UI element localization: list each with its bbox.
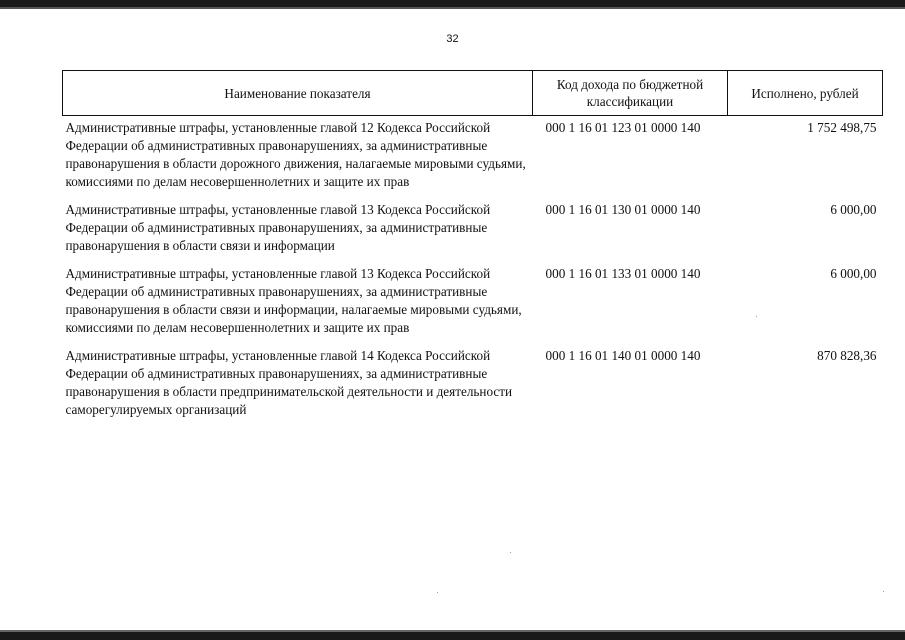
table-header-row: [63, 71, 883, 116]
scan-speck: [437, 592, 438, 593]
page-number: 32: [446, 33, 459, 45]
header-name: Наименование показателя: [63, 71, 533, 116]
row-amount: 6 000,00: [830, 202, 877, 217]
row-code: 000 1 16 01 133 01 0000 140: [545, 266, 701, 281]
header-code: Код дохода по бюджетной классификации: [533, 71, 728, 116]
scan-bottom-edge: [0, 632, 905, 640]
table-row: [63, 116, 883, 202]
table-row: [63, 265, 883, 347]
row-name: Административные штрафы, установленные главой 12 Кодекса Российской Федерации об административных правонарушениях, за административные правонарушения в области дорожного движения, налагаемые мировыми судьями, комиссиями по делам несовершеннолетних и защите их прав: [65, 120, 526, 189]
table-row: [63, 347, 883, 429]
row-name: Административные штрафы, установленные главой 13 Кодекса Российской Федерации об административных правонарушениях, за административные правонарушения в области связи и информации, налагаемые мировыми судьями, комиссиями по делам несовершеннолетних и защите их прав: [65, 266, 522, 335]
row-code: 000 1 16 01 140 01 0000 140: [545, 348, 701, 363]
row-name: Административные штрафы, установленные главой 13 Кодекса Российской Федерации об административных правонарушениях, за административные правонарушения в области связи и информации: [65, 202, 491, 253]
scan-speck: [510, 552, 511, 553]
header-executed: Исполнено, рублей: [728, 71, 883, 116]
revenue-table: [62, 70, 883, 429]
scan-speck: [883, 591, 884, 592]
row-name: Административные штрафы, установленные главой 14 Кодекса Российской Федерации об административных правонарушениях, за административные правонарушения в области предпринимательской деятельности и деятельности саморегулируемых организаций: [65, 348, 513, 417]
scan-top-edge-shadow: [0, 7, 905, 9]
row-code: 000 1 16 01 130 01 0000 140: [545, 202, 701, 217]
table-row: [63, 201, 883, 265]
row-amount: 870 828,36: [817, 348, 877, 363]
scan-top-edge: [0, 0, 905, 7]
row-amount: 1 752 498,75: [807, 120, 877, 135]
row-amount: 6 000,00: [830, 266, 877, 281]
row-code: 000 1 16 01 123 01 0000 140: [545, 120, 701, 135]
scan-speck: [756, 316, 757, 317]
